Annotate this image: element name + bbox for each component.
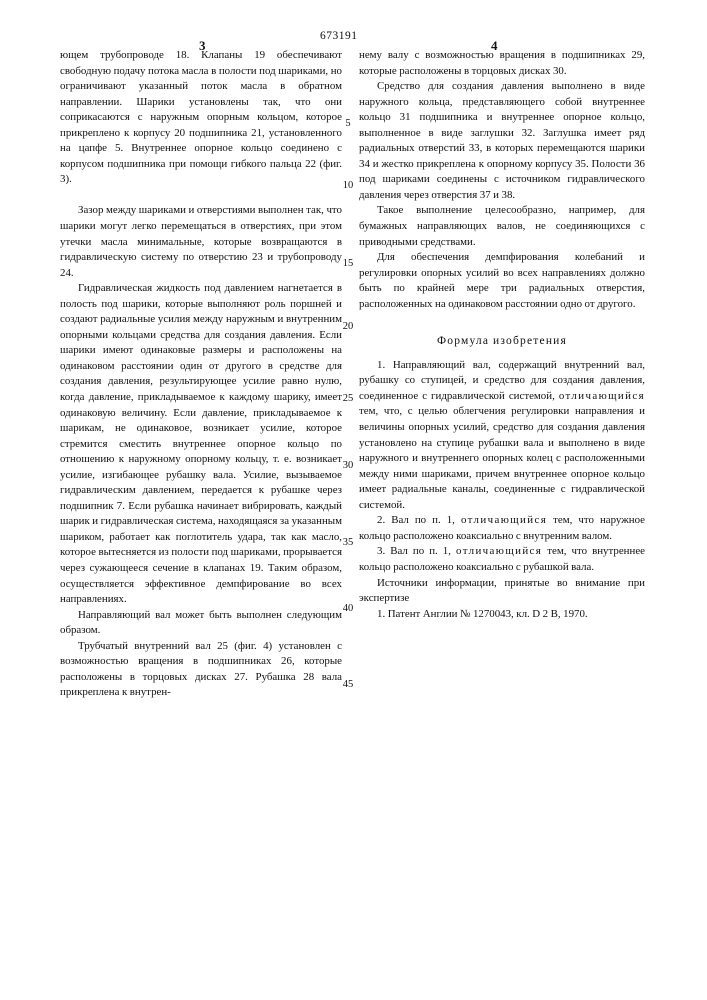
paragraph: Гидравлическая жидкость под давлением нагнетается в полость под шарики, которые выполняют роль поршней и создают радиальные усилия между наружным и внутренним опорными кольцами средства для создания давления. Если шарики имеют одинаковые размеры и расположены на одинаковом расстоянии один от другого в средстве для создания давления, результирующее усилие равно нулю, когда давление, прикладываемое к каждому шарику, имеет одинаковую величину. Если давление, прикладываемое к шарикам, не одинаковое, возникает усилие, которое стремится сместить внутреннее опорное кольцо по отношению к наружному опорному кольцу, т. е. возникает усилие, изгибающее рубашку вала. Усилие, вызываемое гидравлическим давлением, передается к рубашке через подшипник 7. Если рубашка начинает вибрировать, каждый шарик и гидравлическая система, находящаяся за указанным шариком, работает как поглотитель удара, так как масло, которое вытесняется из полости под шариками, прорывается через сужающееся сечение в клапанах 19. Таким образом, осуществляется эффективное демпфирование во всех направлениях. [60, 281, 342, 607]
claim-3: 3. Вал по п. 1, отличающийся тем, что внутреннее кольцо расположено коаксиально с рубашкой вала. [359, 544, 645, 575]
paragraph: Направляющий вал может быть выполнен следующим образом. [60, 608, 342, 639]
source-item: 1. Патент Англии № 1270043, кл. D 2 B, 1970. [359, 607, 645, 623]
line-number: 25 [337, 393, 359, 404]
paragraph: Зазор между шариками и отверстиями выполнен так, что шарики могут легко перемещаться в отверстиях, при этом утечки масла минимальные, которые возвращаются в гидравлическую систему по отверстию 23 и трубопроводу 24. [60, 203, 342, 281]
patent-number: 673191 [320, 30, 358, 42]
paragraph: Для обеспечения демпфирования колебаний и регулировки опорных усилий во всех направлениях должно быть по крайней мере три радиальных отверстия, расположенных на одинаковом расстоянии одно от другого. [359, 250, 645, 312]
left-column [60, 48, 342, 701]
line-number: 30 [337, 460, 359, 471]
line-number: 15 [337, 258, 359, 269]
paragraph: Средство для создания давления выполнено в виде наружного кольца, представляющего собой внутреннее кольцо 31 подшипника и внутреннее опорное кольцо, выполненное в виде заглушки 32. Заглушка имеет ряд радиальных отверстий 33, в которых перемещаются шарики 34 и жестко прикреплена к опорному корпусу 35. Полости 36 под шариками соединены с источником гидравлического давления через отверстия 37 и 38. [359, 79, 645, 203]
paragraph: Трубчатый внутренний вал 25 (фиг. 4) установлен с возможностью вращения в подшипниках 26, которые расположены в торцовых дисках 27. Рубашка 28 вала прикреплена к внутрен- [60, 639, 342, 701]
page-number-right: 4 [491, 38, 498, 54]
paragraph: Такое выполнение целесообразно, например, для бумажных направляющих валов, не соединяющихся с приводными средствами. [359, 203, 645, 250]
line-number: 10 [337, 180, 359, 191]
sources-heading: Источники информации, принятые во внимание при экспертизе [359, 576, 645, 607]
right-column [359, 48, 645, 622]
claim-keyword: отличающийся [559, 390, 645, 402]
claim-1: 1. Направляющий вал, содержащий внутренний вал, рубашку со ступицей, и средство для создания давления, соединенное с гидравлической системой, отличающийся тем, что, с целью облегчения регулировки направления и величины опорных усилий, средство для создания давления установлено на ступице рубашки вала и выполнено в виде наружного и внутреннего опорных колец с расположенными между ними шариками, причем внутреннее опорное кольцо имеет радиальные каналы, соединенные с гидравлической системой. [359, 358, 645, 513]
line-number: 35 [337, 537, 359, 548]
claim-2: 2. Вал по п. 1, отличающийся тем, что наружное кольцо расположено коаксиально с внутренним валом. [359, 513, 645, 544]
line-number: 40 [337, 603, 359, 614]
paragraph: ющем трубопроводе 18. Клапаны 19 обеспечивают свободную подачу потока масла в полости под шариками, но ограничивают указанный поток масла в обратном направлении. Шарики установлены так, что они соприкасаются с наружным опорным кольцом, которое прикреплено к корпусу 20 подшипника 21, установленного на цапфе 5. Внутреннее опорное кольцо соединено с корпусом подшипника при помощи гибкого пальца 22 (фиг. 3). [60, 48, 342, 188]
formula-heading: Формула изобретения [359, 334, 645, 350]
claim-keyword: отличающийся [456, 545, 542, 557]
line-number: 45 [337, 679, 359, 690]
line-number: 20 [337, 321, 359, 332]
line-number: 5 [337, 118, 359, 129]
paragraph: нему валу с возможностью вращения в подшипниках 29, которые расположены в торцовых дисках 30. [359, 48, 645, 79]
patent-page [0, 0, 707, 1000]
page-number-left: 3 [199, 38, 206, 54]
claim-keyword: отличающийся [461, 514, 547, 526]
